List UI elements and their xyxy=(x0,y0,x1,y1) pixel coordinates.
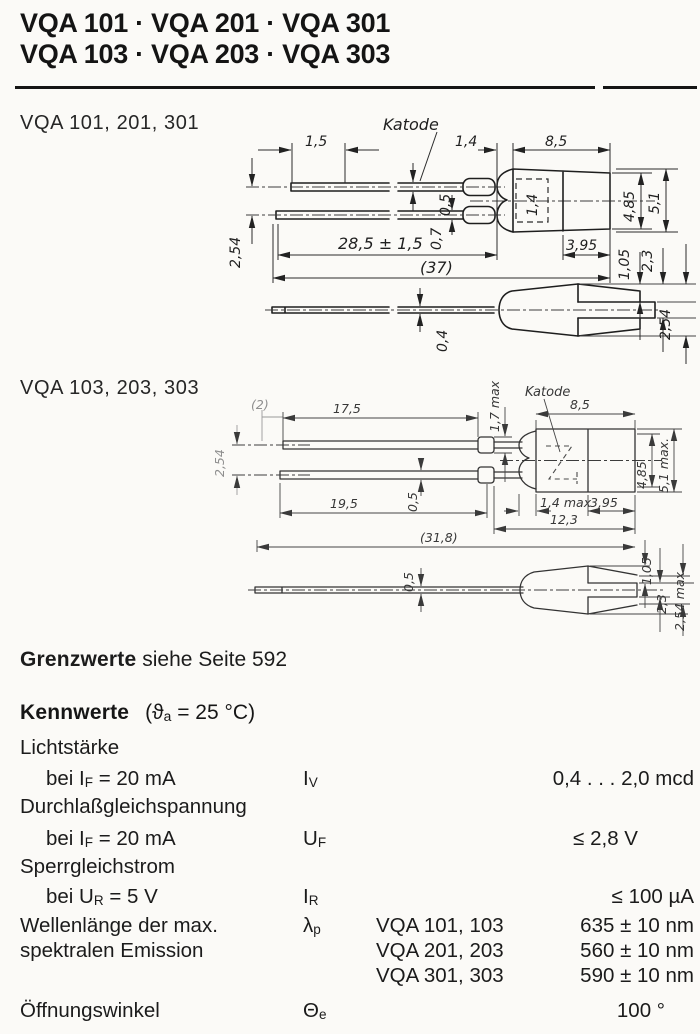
dim-chip-diameter: 1,4 xyxy=(525,193,541,216)
katode-label: Katode xyxy=(525,385,571,400)
table-row-wellenlaenge-3 xyxy=(0,964,700,990)
table-row-wellenlaenge-2 xyxy=(0,939,700,965)
param-symbol: $U_F$ xyxy=(303,827,327,850)
dim-lower-lead-thickness: 0,7 xyxy=(429,227,445,250)
dim-overall-length: (37) xyxy=(420,258,453,277)
param-label-line2: spektralen Emission xyxy=(20,939,204,962)
kennwerte-title: Kennwerte xyxy=(20,701,130,724)
dim-tip-length: (2) xyxy=(251,397,269,412)
table-row-lichtstaerke xyxy=(0,736,700,762)
title-rule-right xyxy=(603,86,697,89)
dim-flange-width: 1,4 xyxy=(455,134,478,150)
drawing2-katode xyxy=(525,385,570,452)
kennwerte-heading xyxy=(20,701,255,725)
dim-upper-lead-length: 17,5 xyxy=(333,401,361,416)
drawing2-label: VQA 103, 203, 303 xyxy=(20,377,200,399)
dim-lower-lead-thickness: 0,5 xyxy=(405,492,420,512)
type-list-item: VQA 101, 103 xyxy=(376,914,504,937)
drawing1-dimensions xyxy=(228,134,678,283)
grenzwerte-label: Grenzwerte xyxy=(20,648,137,671)
param-condition: bei $I_F = 20$ mA xyxy=(46,827,176,850)
dim-side-lead-thickness: 0,5 xyxy=(401,572,416,592)
table-row-sperr-value xyxy=(0,885,700,911)
dim-body-length: 12,3 xyxy=(550,512,578,527)
param-label: Durchlaßgleichspannung xyxy=(20,795,247,818)
title-rule-left xyxy=(15,86,595,89)
drawing1-label: VQA 101, 201, 301 xyxy=(20,112,200,134)
param-value: 590 ± 10 nm xyxy=(580,964,694,987)
dim-rear-length: 3,95 xyxy=(566,238,598,254)
dim-body-height: 5,1 max. xyxy=(656,437,671,493)
drawing2-dimensions xyxy=(212,380,682,552)
param-label: Öffnungswinkel xyxy=(20,999,160,1022)
param-label: Sperrgleichstrom xyxy=(20,855,175,878)
table-row-winkel xyxy=(0,999,700,1025)
param-value: 0,4 . . . 2,0 mcd xyxy=(552,767,694,790)
param-label-line1: Wellenlänge der max. xyxy=(20,914,218,937)
page-title-line1: VQA 101 · VQA 201 · VQA 301 xyxy=(20,8,391,38)
param-symbol: $I_R$ xyxy=(303,885,319,908)
dim-body-height-inner: 4,85 xyxy=(634,461,649,489)
dim-lead-pitch: 2,54 xyxy=(228,236,244,268)
type-list-item: VQA 201, 203 xyxy=(376,939,504,962)
param-value: 635 ± 10 nm xyxy=(580,914,694,937)
dim-side-height: 2,54 max xyxy=(672,571,687,631)
page-title-line2: VQA 103 · VQA 203 · VQA 303 xyxy=(20,39,391,69)
param-symbol: $I_V$ xyxy=(303,767,318,790)
param-condition: bei $U_R = 5$ V xyxy=(46,885,158,908)
table-row-durchlass xyxy=(0,795,700,821)
dim-side-b: 2,3 xyxy=(640,249,656,272)
table-row-lichtstaerke-value xyxy=(0,767,700,793)
drawing2-side-view xyxy=(248,540,694,636)
dim-lead-length: 28,5 ± 1,5 xyxy=(338,234,423,253)
dim-upper-lead-thickness: 0,5 xyxy=(438,193,454,216)
grenzwerte-line xyxy=(20,648,287,672)
param-symbol: $\Theta_e$ xyxy=(303,999,327,1022)
dim-tip-length: 1,5 xyxy=(305,134,328,150)
dim-overall-length: (31,8) xyxy=(420,530,458,545)
param-value: 100 ° xyxy=(616,999,665,1022)
dim-body-height-inner: 4,85 xyxy=(622,190,638,222)
drawing1-side-view xyxy=(265,244,696,364)
drawing2-leads xyxy=(232,437,662,483)
param-condition: bei $I_F = 20$ mA xyxy=(46,767,176,790)
dim-body-width: 8,5 xyxy=(545,134,568,150)
dim-body-height: 5,1 xyxy=(647,191,663,214)
dim-side-height: 2,54 xyxy=(658,308,674,340)
grenzwerte-text: siehe Seite 592 xyxy=(142,648,287,671)
dim-side-a: 1,05 xyxy=(639,557,654,585)
param-label: Lichtstärke xyxy=(20,736,120,759)
param-symbol: $\lambda_p$ xyxy=(303,914,321,937)
dim-rear-length: 3,95 xyxy=(590,495,618,510)
page-title xyxy=(20,8,390,70)
param-value: 560 ± 10 nm xyxy=(580,939,694,962)
dim-lower-lead-length: 19,5 xyxy=(330,496,358,511)
param-value: ≤ 2,8 V xyxy=(573,827,638,850)
param-value: ≤ 100 µA xyxy=(611,885,694,908)
dim-crimp-height: 1,7 max xyxy=(487,380,502,432)
kennwerte-condition: ($ϑ_a = 25$ °C) xyxy=(145,701,256,724)
dim-flange-width: 1,4 max xyxy=(540,495,592,510)
type-list-item: VQA 301, 303 xyxy=(376,964,504,987)
drawing1-body xyxy=(497,169,610,232)
dim-body-width: 8,5 xyxy=(570,397,590,412)
drawing1-katode xyxy=(383,115,439,181)
dim-side-b: 2,3 xyxy=(654,594,669,614)
dim-lead-pitch: 2,54 xyxy=(212,449,227,477)
dim-side-lead-thickness: 0,4 xyxy=(435,329,451,352)
drawing1-figure xyxy=(225,115,700,370)
katode-label: Katode xyxy=(383,115,439,134)
drawing2-figure xyxy=(205,380,700,640)
table-row-durchlass-value xyxy=(0,827,700,853)
dim-side-a: 1,05 xyxy=(617,248,633,280)
table-row-sperr xyxy=(0,855,700,881)
table-row-wellenlaenge-1 xyxy=(0,914,700,940)
